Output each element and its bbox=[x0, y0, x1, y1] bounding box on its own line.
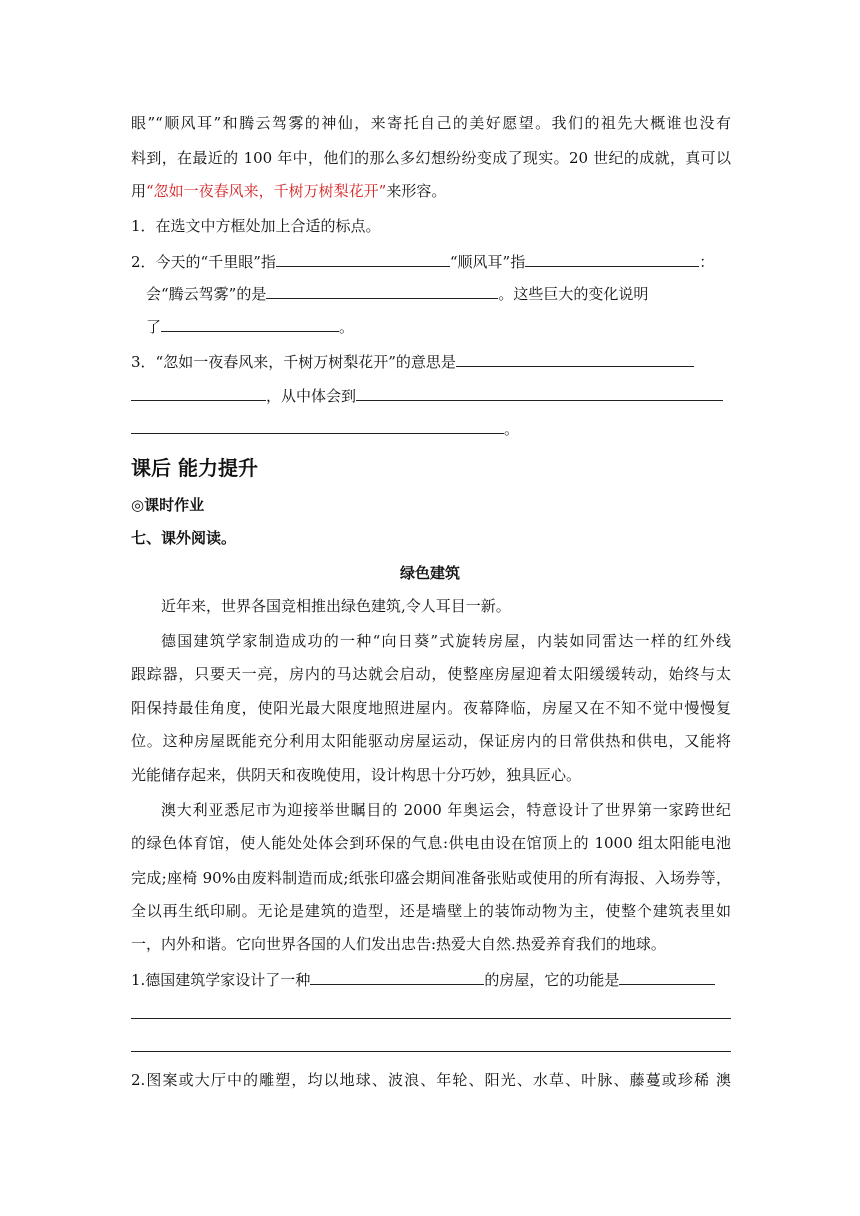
answer-blank-qianliyan[interactable] bbox=[276, 251, 450, 267]
passage-line-3 bbox=[131, 181, 731, 201]
question-2-line-3 bbox=[146, 316, 746, 337]
question-2-part-f: 了 bbox=[146, 318, 162, 336]
article-p2-line-5: 光能储存起来，供阴天和夜晚使用，设计构思十分巧妙，独具匠心。 bbox=[131, 766, 582, 784]
homework-heading: ◎课时作业 bbox=[131, 496, 205, 514]
answer-blank-house-type[interactable] bbox=[310, 969, 484, 985]
question-2-part-a: 2．今天的“千里眼”指 bbox=[131, 253, 276, 271]
answer-blank-tengyun[interactable] bbox=[266, 283, 498, 299]
article-p3-line-4: 全以再生纸印刷。无论是建筑的造型，还是墙壁上的装饰动物为主，使整个建筑表里如 bbox=[131, 902, 731, 920]
passage-line-3-end: 来形容。 bbox=[386, 182, 447, 200]
answer-blank-function[interactable] bbox=[619, 969, 715, 985]
question-2-part-d: 会“腾云驾雾”的是 bbox=[146, 285, 267, 303]
question-3-part-b: ，从中体会到 bbox=[266, 387, 357, 405]
article-p3-line-2: 的绿色体育馆，使人能处处体会到环保的气息:供电由设在馆顶上的 1000 组太阳能电池 bbox=[131, 834, 731, 852]
question-3-line-3 bbox=[131, 418, 731, 439]
question-3-part-a: 3．“忽如一夜春风来，千树万树梨花开”的意思是 bbox=[131, 353, 456, 371]
answer-blank-feeling-cont[interactable] bbox=[131, 418, 504, 434]
answer-blank-meaning-cont[interactable] bbox=[131, 385, 266, 401]
passage-line-1: 眼”“顺风耳”和腾云驾雾的神仙，来寄托自己的美好愿望。我们的祖先大概谁也没有 bbox=[131, 114, 731, 132]
question-2-part-b: “顺风耳”指 bbox=[449, 253, 526, 271]
article-question-1 bbox=[131, 969, 731, 990]
answer-blank-shunfenger[interactable] bbox=[525, 251, 699, 267]
part-heading: 七、课外阅读。 bbox=[131, 529, 237, 547]
answer-blank-feeling[interactable] bbox=[356, 385, 723, 401]
article-p3-line-3: 完成;座椅 90%由废料制造而成;纸张印盛会期间准备张贴或使用的所有海报、入场券等， bbox=[131, 869, 731, 887]
article-p2-line-4: 位。这种房屋既能充分利用太阳能驱动房屋运动，保证房内的日常供热和供电，又能将 bbox=[131, 732, 731, 750]
question-2-line-1 bbox=[131, 251, 731, 272]
question-2-part-g: 。 bbox=[339, 318, 355, 336]
passage-line-2: 料到，在最近的 100 年中，他们的那么多幻想纷纷变成了现实。20 世纪的成就，真可以 bbox=[131, 149, 731, 167]
article-p2-line-3: 阳保持最佳角度，使阳光最大限度地照进屋内。夜幕降临，房屋又在不知不觉中慢慢复 bbox=[131, 699, 731, 717]
article-p2-line-2: 跟踪器，只要天一亮，房内的马达就会启动，使整座房屋迎着太阳缓缓转动，始终与太 bbox=[131, 665, 731, 683]
article-question-2: 2.图案或大厅中的雕塑，均以地球、波浪、年轮、阳光、水草、叶脉、藤蔓或珍稀 澳 bbox=[131, 1071, 731, 1089]
passage-line-3-start: 用 bbox=[131, 182, 147, 200]
section-heading: 课后 能力提升 bbox=[131, 456, 258, 480]
question-2-part-e: 。这些巨大的变化说明 bbox=[498, 285, 649, 303]
question-2-line-2 bbox=[146, 283, 731, 304]
article-title: 绿色建筑 bbox=[399, 564, 460, 582]
answer-line-2[interactable] bbox=[131, 1051, 731, 1052]
question-3-line-2 bbox=[131, 385, 731, 406]
article-p3-line-5: 一，内外和谐。它向世界各国的人们发出忠告:热爱大自然.热爱养育我们的地球。 bbox=[131, 935, 666, 953]
article-question-1-part-a: 1.德国建筑学家设计了一种 bbox=[131, 971, 311, 989]
question-1: 1．在选文中方框处加上合适的标点。 bbox=[131, 217, 381, 235]
answer-line-1[interactable] bbox=[131, 1018, 731, 1019]
article-question-1-part-b: 的房屋，它的功能是 bbox=[484, 971, 620, 989]
question-3-line-1 bbox=[131, 351, 731, 372]
answer-blank-meaning[interactable] bbox=[456, 351, 694, 367]
article-p3-line-1: 澳大利亚悉尼市为迎接举世瞩目的 2000 年奥运会，特意设计了世界第一家跨世纪 bbox=[161, 801, 731, 819]
article-paragraph-1: 近年来，世界各国竞相推出绿色建筑,令人耳目一新。 bbox=[161, 597, 511, 615]
question-2-part-c: ： bbox=[699, 253, 715, 271]
poem-quote: “忽如一夜春风来，千树万树梨花开” bbox=[146, 182, 387, 200]
question-3-part-c: 。 bbox=[504, 420, 520, 438]
answer-blank-changes[interactable] bbox=[161, 316, 339, 332]
article-p2-line-1: 德国建筑学家制造成功的一种“向日葵”式旋转房屋，内装如同雷达一样的红外线 bbox=[161, 632, 731, 650]
